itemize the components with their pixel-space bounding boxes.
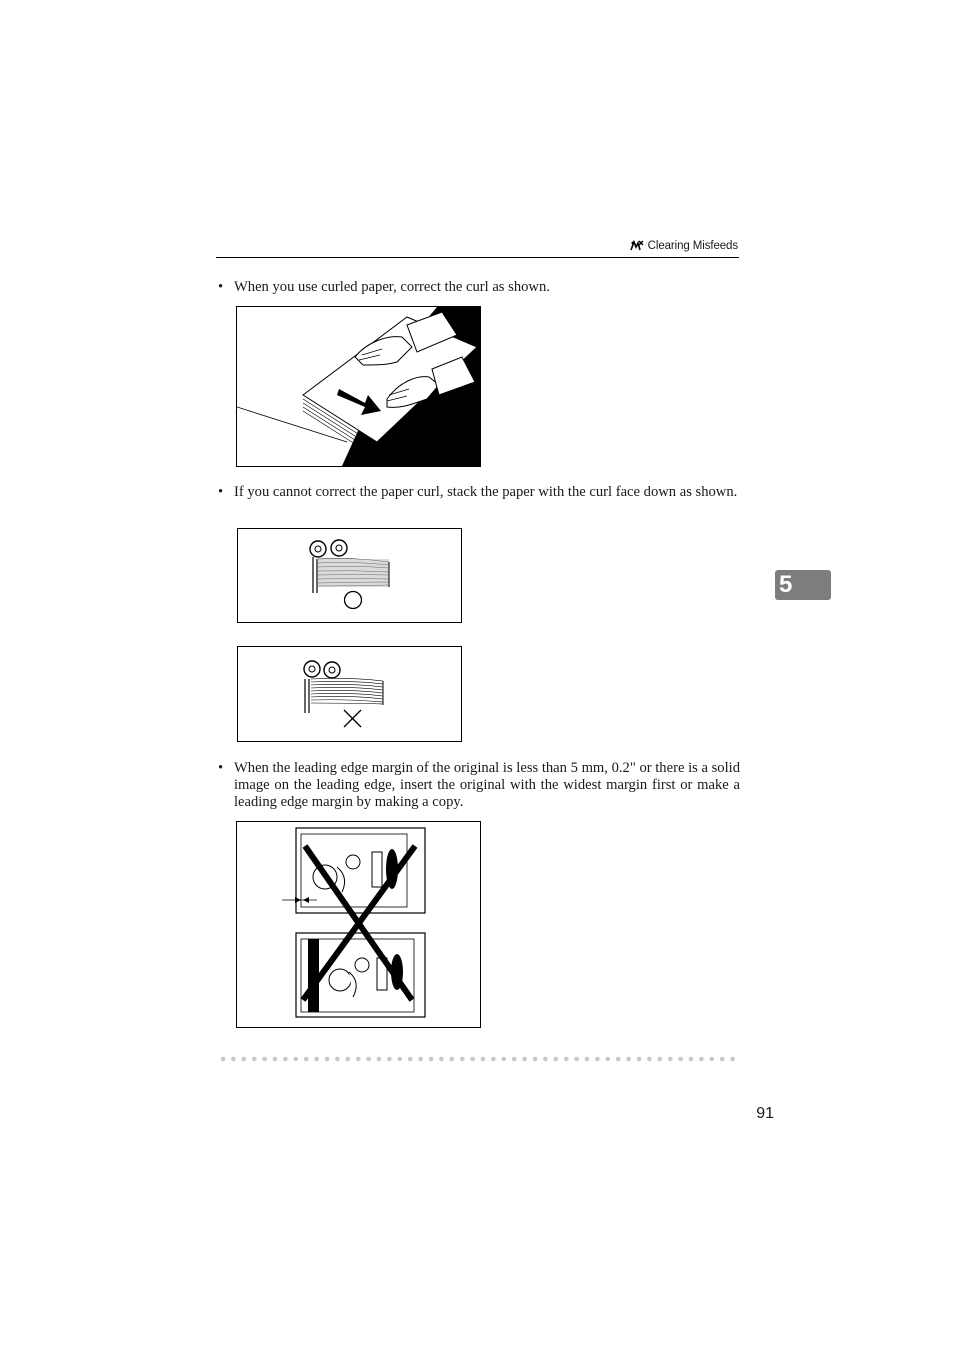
figure-correct-curl [236,306,481,467]
header-rule [216,257,739,258]
bullet-text-leading-edge-margin: When the leading edge margin of the original is less than 5 mm, 0.2" or there is a solid image on the leading edge, insert the original with the widest margin first or make a leading edge margin by making a copy. [234,760,740,810]
figure-curl-face-down-incorrect [237,646,462,742]
bullet-marker: • [218,484,224,500]
header-section-title: Clearing Misfeeds [647,240,738,252]
bullet-marker: • [218,760,224,776]
running-header [630,240,738,252]
page-number: 91 [756,1105,774,1122]
bullet-marker: • [218,279,224,295]
bullet-text-curled-paper: When you use curled paper, correct the curl as shown. [234,279,550,295]
dotted-divider [220,1055,740,1063]
clearing-misfeeds-icon [630,240,644,252]
figure-curl-face-down-correct [237,528,462,623]
figure-leading-edge-margin [236,821,481,1028]
bullet-text-curl-face-down: If you cannot correct the paper curl, stack the paper with the curl face down as shown. [234,484,738,500]
chapter-tab: 5 [775,570,831,600]
